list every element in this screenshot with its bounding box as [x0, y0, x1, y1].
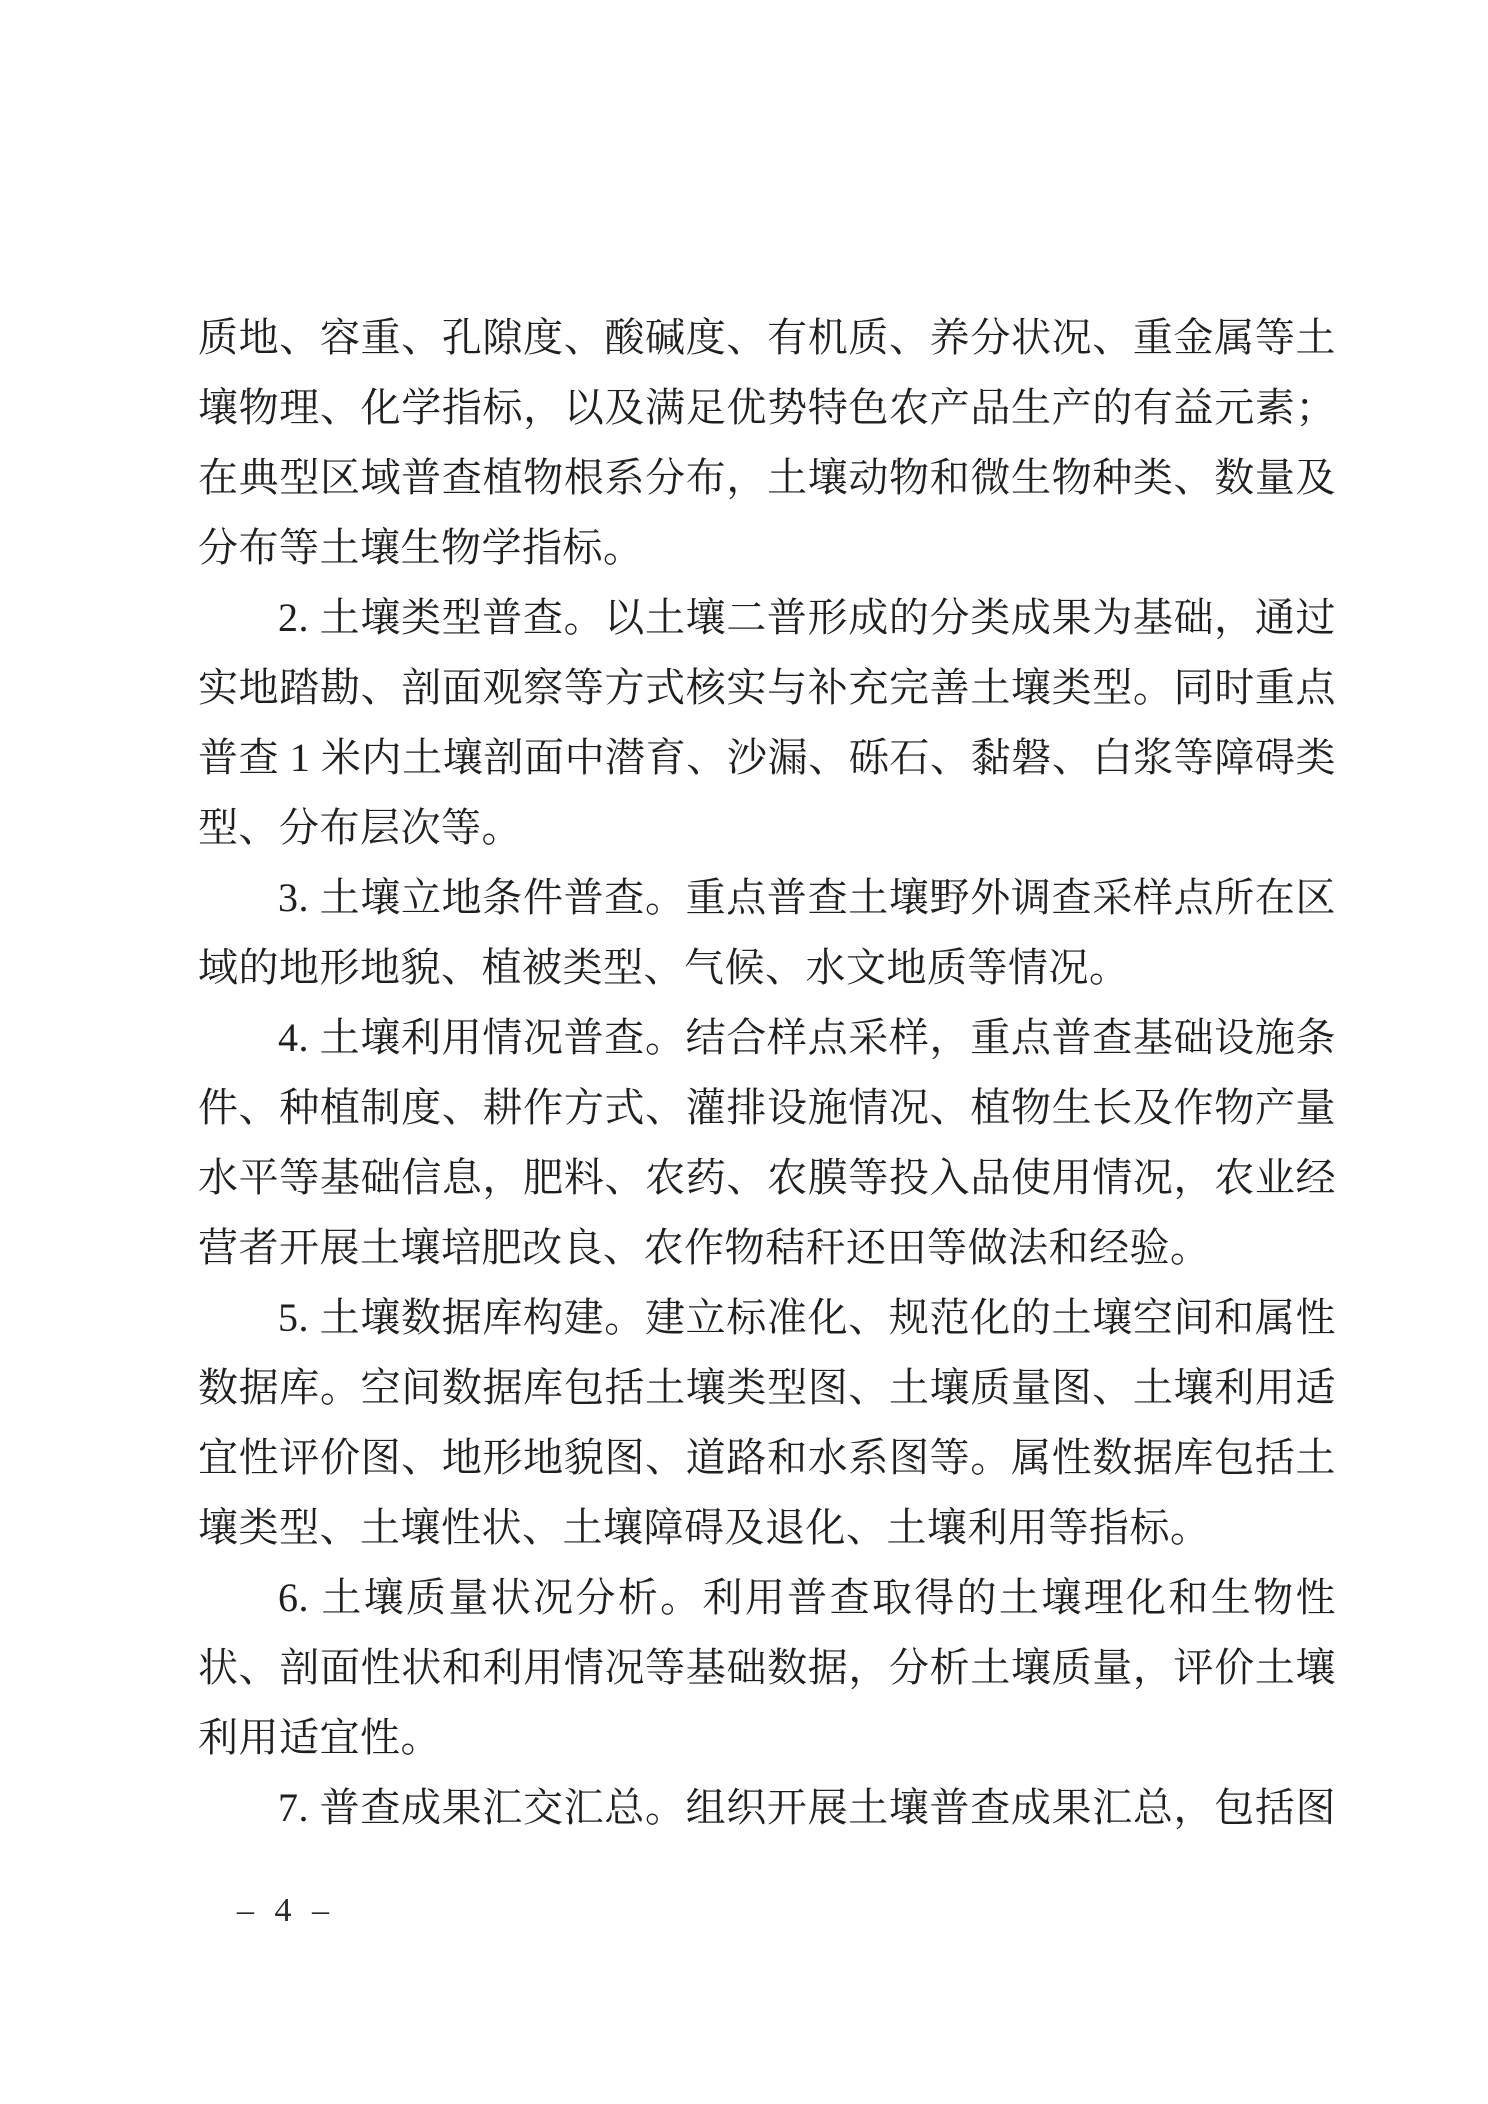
text-line: 利用适宜性。: [198, 1715, 441, 1760]
text-line: 状、剖面性状和利用情况等基础数据，分析土壤质量，评价土壤: [198, 1645, 1336, 1690]
text-line: 件、种植制度、耕作方式、灌排设施情况、植物生长及作物产量: [198, 1085, 1336, 1130]
text-line: 质地、容重、孔隙度、酸碱度、有机质、养分状况、重金属等土: [198, 315, 1336, 360]
text-line: 6. 土壤质量状况分析。利用普查取得的土壤理化和生物性: [278, 1575, 1336, 1620]
text-line: 在典型区域普查植物根系分布，土壤动物和微生物种类、数量及: [198, 455, 1336, 500]
text-line: 分布等土壤生物学指标。: [198, 525, 644, 570]
text-line: 水平等基础信息，肥料、农药、农膜等投入品使用情况，农业经: [198, 1155, 1336, 1200]
text-line: 普查 1 米内土壤剖面中潜育、沙漏、砾石、黏磐、白浆等障碍类: [198, 735, 1336, 780]
document-body: [198, 303, 1336, 1843]
page-number-text: – 4 –: [237, 1892, 331, 1929]
text-line: 壤物理、化学指标，以及满足优势特色农产品生产的有益元素；: [198, 385, 1336, 430]
text-line: 型、分布层次等。: [198, 805, 522, 850]
page-number: [224, 1886, 344, 1936]
text-line: 实地踏勘、剖面观察等方式核实与补充完善土壤类型。同时重点: [198, 665, 1336, 710]
text-line: 2. 土壤类型普查。以土壤二普形成的分类成果为基础，通过: [278, 595, 1336, 640]
text-line: 4. 土壤利用情况普查。结合样点采样，重点普查基础设施条: [278, 1015, 1336, 1060]
text-line: 3. 土壤立地条件普查。重点普查土壤野外调查采样点所在区: [278, 875, 1336, 920]
text-line: 5. 土壤数据库构建。建立标准化、规范化的土壤空间和属性: [278, 1295, 1336, 1340]
text-line: 数据库。空间数据库包括土壤类型图、土壤质量图、土壤利用适: [198, 1365, 1336, 1410]
text-line: 7. 普查成果汇交汇总。组织开展土壤普查成果汇总，包括图: [278, 1785, 1336, 1830]
text-line: 宜性评价图、地形地貌图、道路和水系图等。属性数据库包括土: [198, 1435, 1336, 1480]
text-line: 营者开展土壤培肥改良、农作物秸秆还田等做法和经验。: [198, 1225, 1211, 1270]
text-line: 壤类型、土壤性状、土壤障碍及退化、土壤利用等指标。: [198, 1505, 1211, 1550]
text-line: 域的地形地貌、植被类型、气候、水文地质等情况。: [198, 945, 1130, 990]
